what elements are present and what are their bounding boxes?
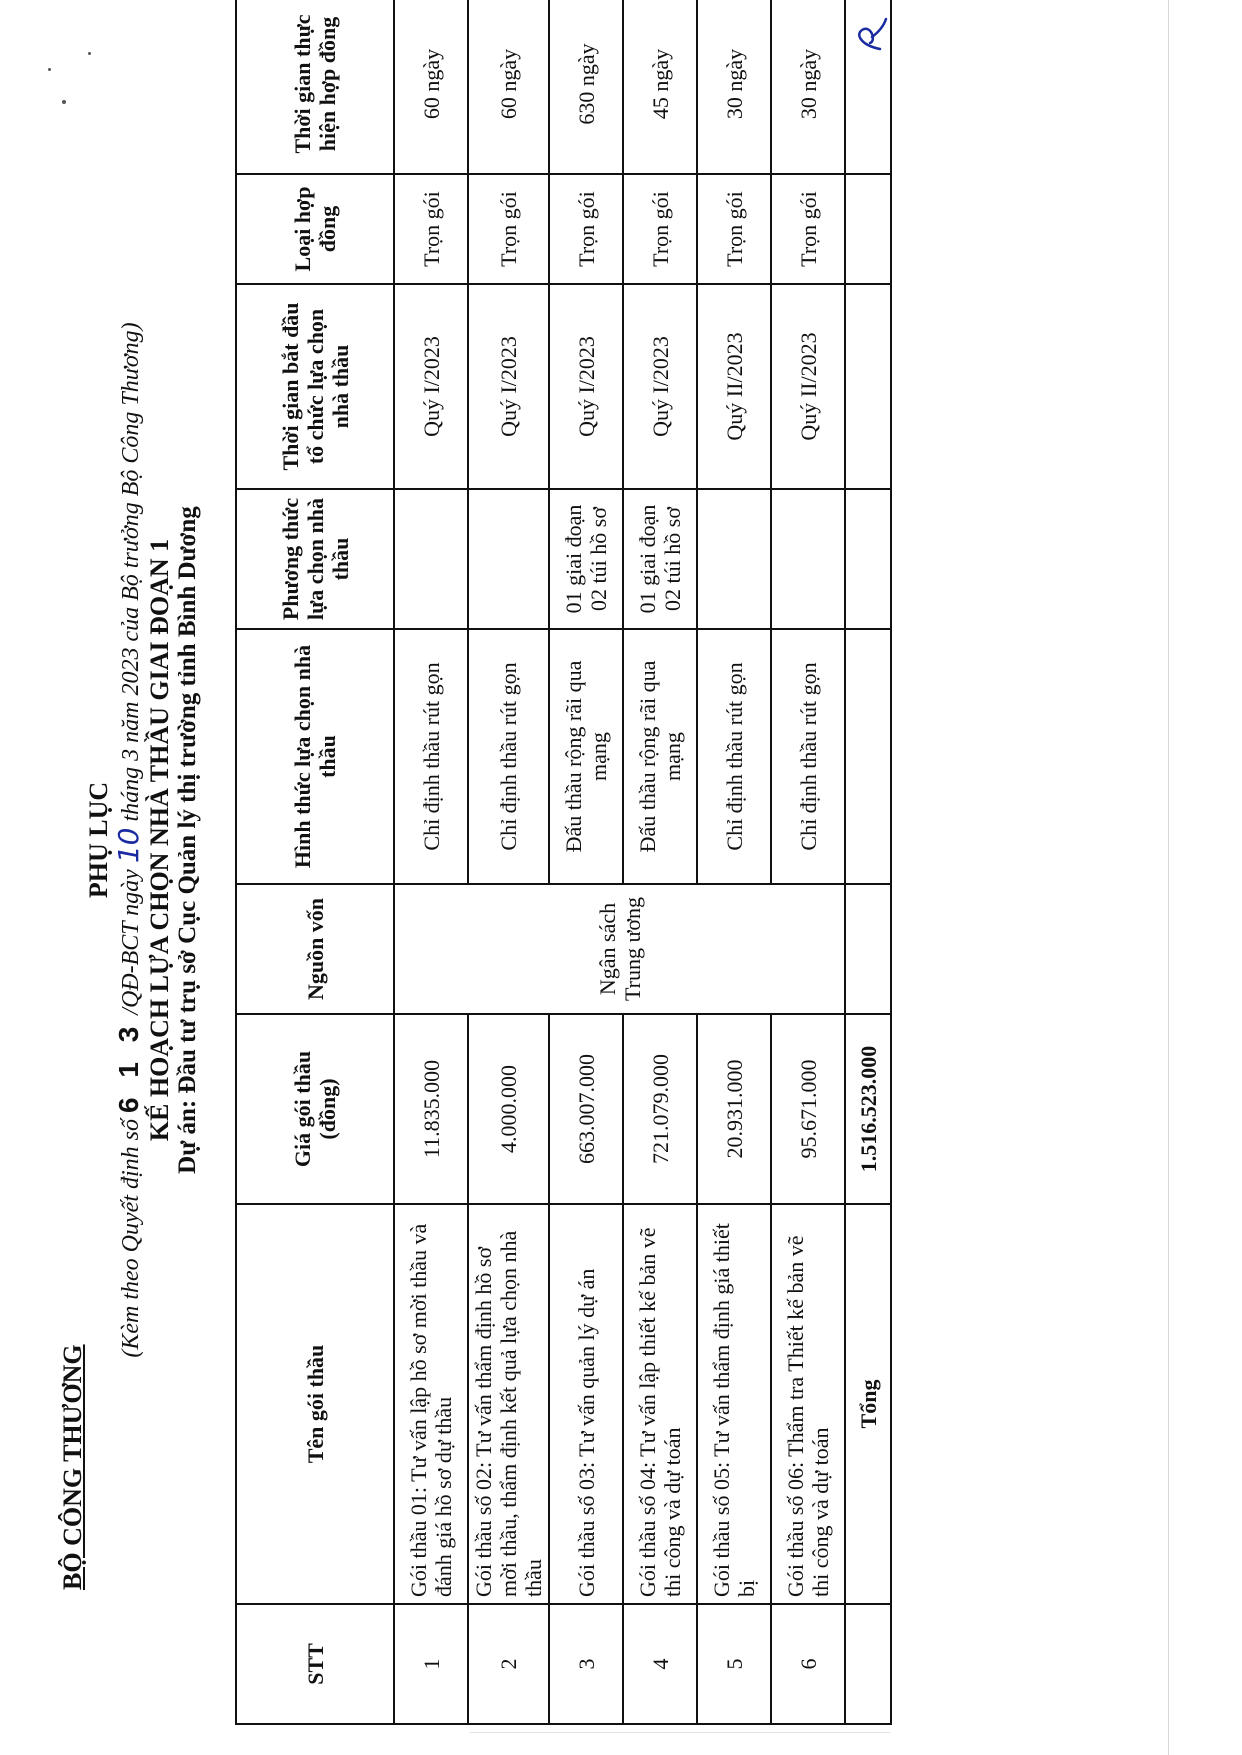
- decision-number: 6 1 3: [113, 1020, 144, 1113]
- cell-time-start: Quý I/2023: [468, 284, 549, 489]
- cell-contract-type: Trọn gói: [549, 174, 623, 284]
- cell-funding-source: Ngân sách Trung ương: [394, 884, 845, 1014]
- cell-time-start: Quý II/2023: [771, 284, 845, 489]
- project-name: Dự án: Đầu tư trụ sở Cục Quản lý thị trường tỉnh Bình Dương: [174, 506, 201, 1174]
- cell-name: Gói thầu số 05: Tư vấn thẩm định giá thiết bị: [697, 1204, 771, 1604]
- cell-method: [697, 489, 771, 629]
- cell-form: Chỉ định thầu rút gọn: [697, 629, 771, 884]
- header-source: Nguồn vốn: [236, 884, 394, 1014]
- table-row: [394, 0, 468, 1724]
- cell-method: 01 giai đoạn 02 túi hồ sơ: [623, 489, 697, 629]
- cell-contract-type: Trọn gói: [394, 174, 468, 284]
- header-time-start: Thời gian bắt đầu tổ chức lựa chọn nhà thầu: [236, 284, 394, 489]
- cell-contract-type: Trọn gói: [697, 174, 771, 284]
- cell-name: Gói thầu số 06: Thẩm tra Thiết kế bản vẽ thi công và dự toán: [771, 1204, 845, 1604]
- total-empty-cell: [845, 629, 891, 884]
- cell-stt: 5: [697, 1604, 771, 1724]
- plan-title: KẾ HOẠCH LỰA CHỌN NHÀ THẦU GIAI ĐOẠN 1: [145, 538, 174, 1142]
- tender-plan-table: [235, 0, 892, 1725]
- cell-duration: 60 ngày: [468, 0, 549, 174]
- cell-stt: 6: [771, 1604, 845, 1724]
- ministry-name: BỘ CÔNG THƯƠNG: [58, 1344, 87, 1590]
- total-empty-cell: [845, 884, 891, 1014]
- total-price: 1.516.523.000: [845, 1014, 891, 1204]
- total-row: [845, 0, 891, 1724]
- cell-form: Chỉ định thầu rút gọn: [771, 629, 845, 884]
- total-empty-cell: [845, 284, 891, 489]
- cell-price: 663.007.000: [549, 1014, 623, 1204]
- cell-stt: 1: [394, 1604, 468, 1724]
- cell-contract-type: Trọn gói: [771, 174, 845, 284]
- cell-duration: 45 ngày: [623, 0, 697, 174]
- document-header: [84, 165, 202, 1515]
- total-empty-cell: [845, 489, 891, 629]
- header-method: Phương thức lựa chọn nhà thầu: [236, 489, 394, 629]
- cell-name: Gói thầu số 03: Tư vấn quản lý dự án: [549, 1204, 623, 1604]
- cell-form: Đấu thầu rộng rãi qua mạng: [623, 629, 697, 884]
- cell-method: [468, 489, 549, 629]
- header-price: Giá gói thầu (đồng): [236, 1014, 394, 1204]
- cell-stt: 3: [549, 1604, 623, 1724]
- table-row: [623, 0, 697, 1724]
- cell-stt: 4: [623, 1604, 697, 1724]
- header-name: Tên gói thầu: [236, 1204, 394, 1604]
- total-label: Tổng: [845, 1204, 891, 1604]
- cell-method: [394, 489, 468, 629]
- cell-price: 4.000.000: [468, 1014, 549, 1204]
- cell-duration: 60 ngày: [394, 0, 468, 174]
- cell-name: Gói thầu 01: Tư vấn lập hồ sơ mời thầu và đánh giá hồ sơ dự thầu: [394, 1204, 468, 1604]
- decision-reference: [114, 165, 146, 1515]
- initials-signature: [850, 15, 890, 55]
- cell-form: Chỉ định thầu rút gọn: [394, 629, 468, 884]
- total-empty-cell: [845, 174, 891, 284]
- cell-name: Gói thầu số 04: Tư vấn lập thiết kế bản vẽ thi công và dự toán: [623, 1204, 697, 1604]
- cell-duration: 630 ngày: [549, 0, 623, 174]
- table-row: [697, 0, 771, 1724]
- cell-stt: 2: [468, 1604, 549, 1724]
- cell-price: 20.931.000: [697, 1014, 771, 1204]
- cell-contract-type: Trọn gói: [623, 174, 697, 284]
- table-row: [549, 0, 623, 1724]
- table-row: [771, 0, 845, 1724]
- cell-duration: 30 ngày: [697, 0, 771, 174]
- cell-price: 95.671.000: [771, 1014, 845, 1204]
- cell-time-start: Quý II/2023: [697, 284, 771, 489]
- cell-form: Chỉ định thầu rút gọn: [468, 629, 549, 884]
- cell-contract-type: Trọn gói: [468, 174, 549, 284]
- total-empty-cell: [845, 1604, 891, 1724]
- cell-form: Đấu thầu rộng rãi qua mạng: [549, 629, 623, 884]
- cell-method: [771, 489, 845, 629]
- cell-time-start: Quý I/2023: [394, 284, 468, 489]
- cell-time-start: Quý I/2023: [549, 284, 623, 489]
- cell-time-start: Quý I/2023: [623, 284, 697, 489]
- header-contract-type: Loại hợp đồng: [236, 174, 394, 284]
- cell-name: Gói thầu số 02: Tư vấn thẩm định hồ sơ mời thầu, thẩm định kết quả lựa chọn nhà thầu: [468, 1204, 549, 1604]
- header-stt: STT: [236, 1604, 394, 1724]
- cell-price: 11.835.000: [394, 1014, 468, 1204]
- cell-price: 721.079.000: [623, 1014, 697, 1204]
- header-form: Hình thức lựa chọn nhà thầu: [236, 629, 394, 884]
- table-row: [468, 0, 549, 1724]
- handwritten-day: 10: [112, 827, 145, 864]
- decision-suffix: tháng 3 năm 2023 của Bộ trưởng Bộ Công Thương): [118, 322, 144, 822]
- cell-duration: 30 ngày: [771, 0, 845, 174]
- decision-prefix: (Kèm theo Quyết định số: [118, 1119, 144, 1358]
- header-duration: Thời gian thực hiện hợp đồng: [236, 0, 394, 174]
- decision-mid: /QĐ-BCT ngày: [118, 869, 144, 1015]
- cell-method: 01 giai đoạn 02 túi hồ sơ: [549, 489, 623, 629]
- page-title: PHỤ LỤC: [84, 781, 113, 899]
